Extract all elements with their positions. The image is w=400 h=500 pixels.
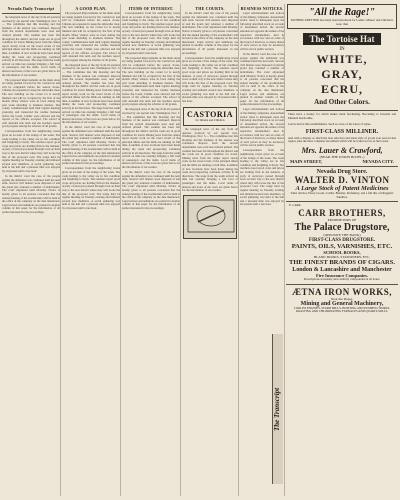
column-1-masthead: Nevada Daily Transcript xyxy=(7,6,55,11)
column-4: THE COURTS. In the district court the case of the people against the defendant was continued until the next term. Several civil matters were disposed of and the grand jury returned a number of indictments. The court adjourned until Monday. Notice is hereby given to all persons concerned that the annual meeting of the stockholders will be held at the office of the company on the date mentioned. Legal notices and summons are printed in another column of this paper for the information of all parties interested in the proceedings. Correspondence from the neighboring towns gives an account of the doings of the week. The roads leading to the valley are in fair condition and freighting is lively. The ranchers report good crops and prices are holding firm in the markets. A party of surveyors passed through town on their way to the new district where they will locate the line of the proposed road. The lodge held its regular meeting on Tuesday evening and initiated several new members. A social gathering was held at the hall and a pleasant time was enjoyed by all present until a late hour. CASTORIA for Infants and Children the telegraph news of the day from all quarters received by our special wire. Washington, Nov. 3.— The committee met this morning and the business of the session was continued. Reports from the several departments were read and ordered printed. The weather has been fair throughout the district and the roads are in good condition for travel. Mining news from the camps report steady work on the lower levels of the principal mines and the mills are running on full time. A number of new locations have been made during the week and prospecting continues actively in all directions. The stage from the south arrived on time last evening bringing a full load of passengers and the mails. Local items of interest and notes of the town are given below for the information of our readers. xyxy=(182,4,239,496)
castoria-title: CASTORIA xyxy=(186,110,234,120)
column-1 xyxy=(2,4,61,496)
carr-brothers-title: CARR BROTHERS, xyxy=(298,208,386,219)
milliner-name: Mrs. Lauer & Crawford, xyxy=(301,145,383,155)
tortoise-hat-ad: The Tortoise Hat IN WHITE, GRAY, ECRU, And Other Colors. xyxy=(287,31,397,108)
color-ecru: ECRU, xyxy=(320,82,363,97)
transcript-stamp xyxy=(183,195,237,239)
all-the-rage-title: "All the Rage!" xyxy=(308,7,376,18)
column-1-body: the telegraph news of the day from all quarters received by our special wire. Washington, Nov. 3.— The committee met this morning and the business of the session was continued. Reports from the several departments were read and ordered printed. The weather has been fair throughout the district and the roads are in good condition for travel. Mining news from the camps report steady work on the lower levels of the principal mines and the mills are running on full time. A number of new locations have been made during the week and prospecting continues actively in all directions. The stage from the south arrived on time last evening bringing a full load of passengers and the mails. Local items of interest and notes of the town are given below for the information of our readers. The proposed improvements on the main street are being pushed forward by the contractors and will be completed before the season closes. Citizens are requested to keep the sidewalks clear. The new building on the corner lot is nearly finished and will be occupied by the first of the month. Many visitors were in town during the past week attending to business matters. The county commissioners held their regular meeting yesterday and transacted the routine business before the board. Claims were allowed and the reports of the officers accepted. The school is well attended this term and the teachers report good progress among the scholars of all grades. Correspondence from the neighboring towns gives an account of the doings of the week. The roads leading to the valley are in fair condition and freighting is lively. The ranchers report good crops and prices are holding firm in the markets. A party of surveyors passed through town on their way to the new district where they will locate the line of the proposed road. The lodge held its regular meeting on Tuesday evening and initiated several new members. A social gathering was held at the hall and a pleasant time was enjoyed by all present until a late hour. In the district court the case of the people against the defendant was continued until the next term. Several civil matters were disposed of and the grand jury returned a number of indictments. The court adjourned until Monday. Notice is hereby given to all persons concerned that the annual meeting of the stockholders will be held at the office of the company on the date mentioned. Legal notices and summons are printed in another column of this paper for the information of all parties interested in the proceedings. xyxy=(2,15,60,214)
drugstore-title: Nevada Drug Store. xyxy=(316,168,368,175)
palace-drugstore-title: The Palace Drugstore, xyxy=(294,222,390,234)
color-gray: GRAY, xyxy=(321,67,363,82)
transcript-vertical-banner: The Transcript xyxy=(272,334,283,484)
tortoise-hat-title: The Tortoise Hat xyxy=(303,33,381,45)
milliner-heading: FIRST-CLASS MILLINER. xyxy=(305,128,379,135)
castoria-ad: CASTORIA for Infants and Children xyxy=(183,107,237,126)
aetna-iron-works-title: ÆTNA IRON WORKS, xyxy=(291,286,393,297)
column-3-heading: ITEMS OF INTEREST. xyxy=(128,6,174,11)
all-the-rage-ad: "All the Rage!" NOTHING PRETTIER has lately been introduced for Ladies', Misses' and Children's wear, than xyxy=(287,4,397,29)
drugstore-owner: WALTER D. VINTON xyxy=(294,174,390,185)
column-4-heading: THE COURTS. xyxy=(195,6,225,11)
seal-icon xyxy=(186,198,236,234)
column-6-ads: "All the Rage!" NOTHING PRETTIER has lately been introduced for Ladies', Misses' and Children's wear, than The Tortoise Hat IN WHITE, GRAY, ECRU, And Other Colors. There have a beauty for which makes them fascinating. Becoming to Juvenile and Matured heads alike. Can be had at this establishment. Such as a few of the latest of styles. FIRST-CLASS MILLINER. And with a display so much the best selection and latest style of goods ever seen in this region, plus the most complete assortment which will be found as low as the lowest. Mrs. Lauer & Crawford, (NEAR THE UNION HOTEL.) MAIN STREET, NEVADA CITY. Nevada Drug Store. WALTER D. VINTON A Large Stock of Patent Medicines Toilet articles, Fancy Goods, Combs, Brushes, Perfumery, and a full line of Druggists' Sundries. E. CARR. CARR BROTHERS, PROPRIETORS OF The Palace Drugstore, (OPPOSITE THE BANK) FIRST-CLASS DRUGSTORE. PAINTS, OILS, VARNISHES, ETC. SCHOOL BOOKS, BLANK BOOKS, STATIONERY, ETC. THE FINEST BRANDS OF CIGARS. London & Lancashire and Manchester Fire Insurance Companies. Prescriptions accurately and carefully compounded at all hours. ÆTNA IRON WORKS, Near the Depot. Mining and General Machinery, CORLISS ENGINES, STAMP MILLS, HOISTING AND PUMPING WORKS, ROASTING AND CHLORINATING FURNACES AND QUARTZ MILLS. xyxy=(286,4,398,496)
column-2-heading: A GOOD PLAN. xyxy=(75,6,107,11)
column-5: BUSINESS NOTICES. Legal advertisements and notices of the mining companies. Assessment notice: there is delinquent upon the following described stock on account of assessment levied, the several amounts set opposite the names of the respective shareholders. And in accordance with law and an order of the board of directors, so many shares of each parcel as may be necessary will be sold at public auction. In the district court the case of the people against the defendant was continued until the next term. Several civil matters were disposed of and the grand jury returned a number of indictments. The court adjourned until Monday. Notice is hereby given to all persons concerned that the annual meeting of the stockholders will be held at the office of the company on the date mentioned. Legal notices and summons are printed in another column of this paper for the information of all parties interested in the proceedings. Legal advertisements and notices of the mining companies. Assessment notice: there is delinquent upon the following described stock on account of assessment levied, the several amounts set opposite the names of the respective shareholders. And in accordance with law and an order of the board of directors, so many shares of each parcel as may be necessary will be sold at public auction. Correspondence from the neighboring towns gives an account of the doings of the week. The roads leading to the valley are in fair condition and freighting is lively. The ranchers report good crops and prices are holding firm in the markets. A party of surveyors passed through town on their way to the new district where they will locate the line of the proposed road. The lodge held its regular meeting on Tuesday evening and initiated several new members. A social gathering was held at the hall and a pleasant time was enjoyed by all present until a late hour. The Transcript xyxy=(240,4,285,496)
color-white: WHITE, xyxy=(316,52,368,67)
column-3: ITEMS OF INTEREST. Correspondence from the neighboring towns gives an account of the doings of the week. The roads leading to the valley are in fair condition and freighting is lively. The ranchers report good crops and prices are holding firm in the markets. A party of surveyors passed through town on their way to the new district where they will locate the line of the proposed road. The lodge held its regular meeting on Tuesday evening and initiated several new members. A social gathering was held at the hall and a pleasant time was enjoyed by all present until a late hour. The proposed improvements on the main street are being pushed forward by the contractors and will be completed before the season closes. Citizens are requested to keep the sidewalks clear. The new building on the corner lot is nearly finished and will be occupied by the first of the month. Many visitors were in town during the past week attending to business matters. The county commissioners held their regular meeting yesterday and transacted the routine business before the board. Claims were allowed and the reports of the officers accepted. The school is well attended this term and the teachers report good progress among the scholars of all grades. the telegraph news of the day from all quarters received by our special wire. Washington, Nov. 3.— The committee met this morning and the business of the session was continued. Reports from the several departments were read and ordered printed. The weather has been fair throughout the district and the roads are in good condition for travel. Mining news from the camps report steady work on the lower levels of the principal mines and the mills are running on full time. A number of new locations have been made during the week and prospecting continues actively in all directions. The stage from the south arrived on time last evening bringing a full load of passengers and the mails. Local items of interest and notes of the town are given below for the information of our readers. In the district court the case of the people against the defendant was continued until the next term. Several civil matters were disposed of and the grand jury returned a number of indictments. The court adjourned until Monday. Notice is hereby given to all persons concerned that the annual meeting of the stockholders will be held at the office of the company on the date mentioned. Legal notices and summons are printed in another column of this paper for the information of all parties interested in the proceedings. xyxy=(122,4,181,496)
column-5-heading: BUSINESS NOTICES. xyxy=(240,6,284,11)
column-2: A GOOD PLAN. The proposed improvements on the main street are being pushed forward by the contractors and will be completed before the season closes. Citizens are requested to keep the sidewalks clear. The new building on the corner lot is nearly finished and will be occupied by the first of the month. Many visitors were in town during the past week attending to business matters. The county commissioners held their regular meeting yesterday and transacted the routine business before the board. Claims were allowed and the reports of the officers accepted. The school is well attended this term and the teachers report good progress among the scholars of all grades. the telegraph news of the day from all quarters received by our special wire. Washington, Nov. 3.— The committee met this morning and the business of the session was continued. Reports from the several departments were read and ordered printed. The weather has been fair throughout the district and the roads are in good condition for travel. Mining news from the camps report steady work on the lower levels of the principal mines and the mills are running on full time. A number of new locations have been made during the week and prospecting continues actively in all directions. The stage from the south arrived on time last evening bringing a full load of passengers and the mails. Local items of interest and notes of the town are given below for the information of our readers. In the district court the case of the people against the defendant was continued until the next term. Several civil matters were disposed of and the grand jury returned a number of indictments. The court adjourned until Monday. Notice is hereby given to all persons concerned that the annual meeting of the stockholders will be held at the office of the company on the date mentioned. Legal notices and summons are printed in another column of this paper for the information of all parties interested in the proceedings. Correspondence from the neighboring towns gives an account of the doings of the week. The roads leading to the valley are in fair condition and freighting is lively. The ranchers report good crops and prices are holding firm in the markets. A party of surveyors passed through town on their way to the new district where they will locate the line of the proposed road. The lodge held its regular meeting on Tuesday evening and initiated several new members. A social gathering was held at the hall and a pleasant time was enjoyed by all present until a late hour. xyxy=(62,4,121,496)
